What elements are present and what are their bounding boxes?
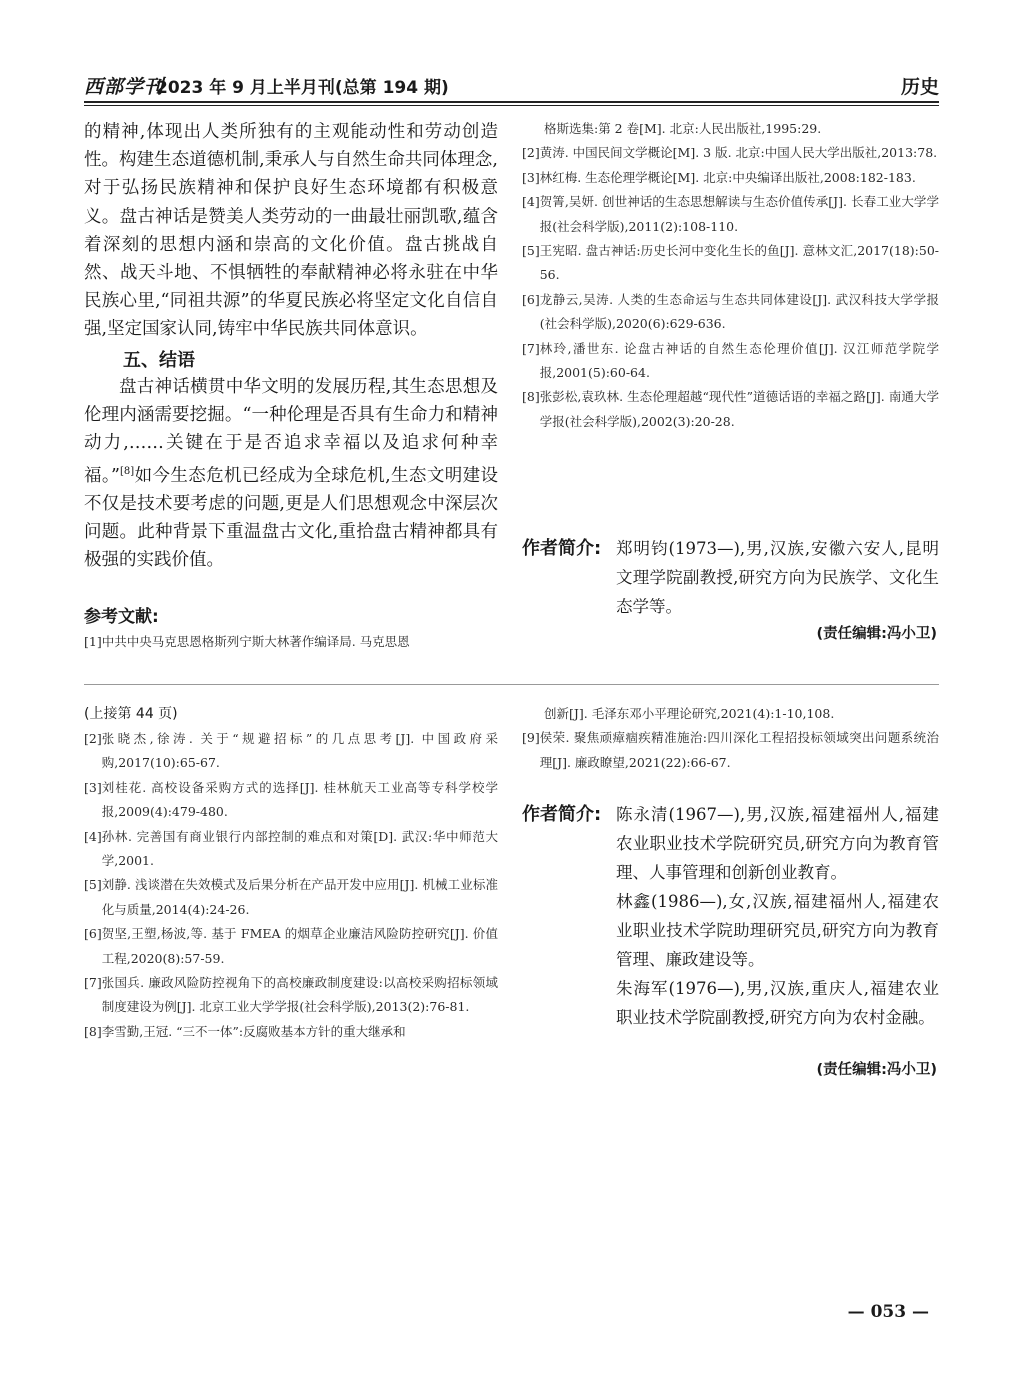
header-rule <box>84 101 939 103</box>
author-bio-text: 朱海军(1976—),男,汉族,重庆人,福建农业职业技术学院副教授,研究方向为农村金融。 <box>616 979 939 1027</box>
author-bio-text: 林鑫(1986—),女,汉族,福建福州人,福建农业职业技术学院助理研究员,研究方向为教育管理、廉政建设等。 <box>616 892 939 969</box>
references-list-right <box>522 117 939 434</box>
editor-credit: (责任编辑:冯小卫) <box>816 626 937 642</box>
reference-item: [8] 张彭松,袁玖林. 生态伦理超越“现代性”道德话语的幸福之路[J]. 南通大学学报(社会科学版),2002(3):20-28. <box>522 389 939 429</box>
references-heading: 参考文献: <box>84 607 159 627</box>
conclusion-text <box>84 373 498 574</box>
reference-item: [8] 李雪勤,王冠. “三不一体”:反腐败基本方针的重大继承和 <box>84 1023 406 1039</box>
references-list-left <box>84 630 498 654</box>
continued-note: (上接第 44 页) <box>84 706 178 722</box>
reference-item: [9] 侯荣. 聚焦顽瘴痼疾精准施治:四川深化工程招投标领域突出问题系统治理[J]. 廉政瞭望,2021(22):66-67. <box>522 730 939 770</box>
reference-item: [7] 张国兵. 廉政风险防控视角下的高校廉政制度建设:以高校采购招标领域制度建设为例[J]. 北京工业大学学报(社会科学版),2013(2):76-81. <box>84 975 498 1015</box>
reference-item: [3] 刘桂花. 高校设备采购方式的选择[J]. 桂林航天工业高等专科学校学报,2009(4):479-480. <box>84 779 498 820</box>
reference-item: [2] 张晓杰,徐涛. 关于“规避招标”的几点思考[J]. 中国政府采购,2017(10):65-67. <box>84 731 498 771</box>
references-list-lower-left <box>84 727 498 1044</box>
reference-item: [5] 王宪昭. 盘古神话:历史长河中变化生长的鱼[J]. 意林文汇,2017(18):50-56. <box>522 243 939 283</box>
issue-info: 2023 年 9 月上半月刊(总第 194 期) <box>156 78 449 98</box>
reference-item: [2] 黄涛. 中国民间文学概论[M]. 3 版. 北京:中国人民大学出版社,2013:78. <box>522 145 938 161</box>
section-heading: 五、结语 <box>123 350 195 371</box>
section-name: 历史 <box>900 76 939 98</box>
reference-item: [4] 贺箐,吴妍. 创世神话的生态思想解读与生态价值传承[J]. 长春工业大学学报(社会科学版),2011(2):108-110. <box>522 194 939 234</box>
reference-item: [6] 贺坚,王塑,杨波,等. 基于 FMEA 的烟草企业廉洁风险防控研究[J]. 价值工程,2020(8):57-59. <box>84 926 498 966</box>
body-paragraph: 盘古神话横贯中华文明的发展历程,其生态思想及伦理内涵需要挖掘。“一种伦理是否具有生命力和精神动力,……关键在于是否追求幸福以及追求何种幸福。”[8]如今生态危机已经成为全球危机,生态文明建设不仅是技术要考虑的问题,更是人们思想观念中深层次问题。此种背景下重温盘古文化,重拾盘古精神都具有极强的实践价值。 <box>84 377 499 571</box>
reference-item: [7] 林玲,潘世东. 论盘古神话的自然生态伦理价值[J]. 汉江师范学院学报,2001(5):60-64. <box>522 340 939 381</box>
author-label: 作者简介: <box>522 538 602 559</box>
page-header <box>84 70 939 100</box>
references-list-lower-right <box>522 702 939 775</box>
author-bio-upper <box>522 534 939 621</box>
editor-credit: (责任编辑:冯小卫) <box>816 1062 937 1078</box>
author-label: 作者简介: <box>522 804 602 825</box>
journal-logo: 西部学刊 <box>84 76 165 98</box>
author-bio-text: 陈永清(1967—),男,汉族,福建福州人,福建农业职业技术学院研究员,研究方向为教育管理、人事管理和创新创业教育。 <box>616 805 939 882</box>
reference-item: [3] 林红梅. 生态伦理学概论[M]. 北京:中央编译出版社,2008:182-183. <box>522 169 916 185</box>
reference-item: [6] 龙静云,吴涛. 人类的生态命运与生态共同体建设[J]. 武汉科技大学学报(社会科学版),2020(6):629-636. <box>522 291 939 332</box>
header-rule-thin <box>84 105 939 106</box>
body-paragraph: 的精神,体现出人类所独有的主观能动性和劳动创造性。构建生态道德机制,秉承人与自然生命共同体理念,对于弘扬民族精神和保护良好生态环境都有积极意义。盘古神话是赞美人类劳动的一曲最壮丽凯歌,蕴含着深刻的思想内涵和崇高的文化价值。盘古挑战自然、战天斗地、不惧牺牲的奉献精神必将永驻在中华民族心里,“同祖共源”的华夏民族必将坚定文化自信自强,坚定国家认同,铸牢中华民族共同体意识。 <box>84 122 498 340</box>
author-bio-lower <box>522 800 939 1032</box>
reference-item: [1] 中共中央马克思恩格斯列宁斯大林著作编译局. 马克思恩 <box>84 634 410 649</box>
author-bio-text: 郑明钧(1973—),男,汉族,安徽六安人,昆明文理学院副教授,研究方向为民族学、文化生态学等。 <box>616 539 939 616</box>
reference-item: [4] 孙林. 完善国有商业银行内部控制的难点和对策[D]. 武汉:华中师范大学,2001. <box>84 828 498 869</box>
article-divider <box>84 684 939 685</box>
reference-item: [5] 刘静. 浅谈潜在失效模式及后果分析在产品开发中应用[J]. 机械工业标准化与质量,2014(4):24-26. <box>84 877 498 917</box>
citation-mark: [8] <box>120 465 135 477</box>
body-text-upper <box>84 118 498 344</box>
page-number: — 053 — <box>847 1302 929 1322</box>
reference-continuation: 创新[J]. 毛泽东邓小平理论研究,2021(4):1-10,108. <box>544 706 835 721</box>
reference-continuation: 格斯选集:第 2 卷[M]. 北京:人民出版社,1995:29. <box>544 121 822 136</box>
